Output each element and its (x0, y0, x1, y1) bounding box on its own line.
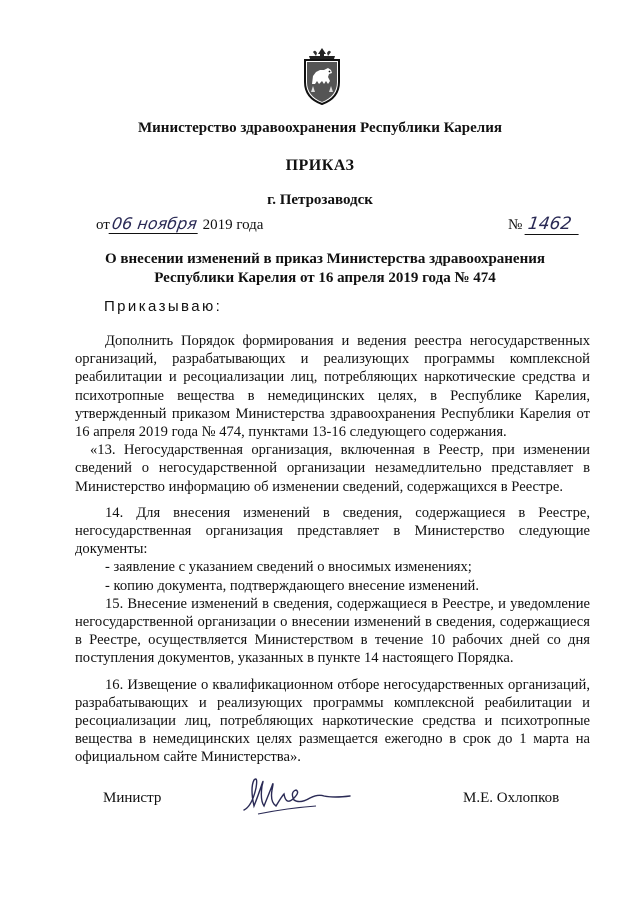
paragraph-15: 15. Внесение изменений в сведения, содержащиеся в Реестре, и уведомление негосударственной организации о внесении изменений в сведения, содержащиеся в Реестре, осуществляется Министерством в течение 10 рабочих дней со дня поступления документов, указанных в пункте 14 настоящего Порядка. (75, 595, 590, 667)
order-number (508, 214, 580, 235)
document-body (75, 332, 590, 767)
paragraph-16: 16. Извещение о квалификационном отборе негосударственных организаций, разрабатывающих и реализующих программы комплексной реабилитации и ресоциализации лиц, потребляющих наркотические средства и психотропные вещества в немедицинских целях размещается ежегодно в срок до 1 марта на официальном сайте Министерства». (75, 676, 590, 766)
order-directive: Приказываю: (104, 298, 223, 315)
karelia-coat-of-arms-icon (299, 46, 345, 106)
handwritten-number: 1462 (525, 214, 582, 235)
list-item-document-copy: - копию документа, подтверждающего внесение изменений. (105, 577, 479, 594)
date-prefix: от (96, 217, 110, 233)
signer-title: Министр (103, 790, 162, 806)
handwritten-signature-icon (238, 766, 358, 822)
number-prefix: № (508, 217, 523, 233)
paragraph-14: 14. Для внесения изменений в сведения, содержащиеся в Реестре, негосударственная организация представляет в Министерство следующие документы: (75, 504, 590, 558)
paragraph-13: «13. Негосударственная организация, включенная в Реестр, при изменении сведений о негосударственной организации незамедлительно представляет в Министерство информацию об изменении сведений, содержащихся в Реестре. (75, 442, 590, 495)
city: г. Петрозаводск (267, 192, 373, 208)
order-subject: О внесении изменений в приказ Министерства здравоохранения Республики Карелия от 16 апреля 2019 года № 474 (104, 251, 545, 286)
date-year: 2019 года (202, 217, 264, 233)
signer-name: М.Е. Охлопков (463, 790, 560, 806)
document-type: ПРИКАЗ (285, 157, 355, 174)
handwritten-date: 06 ноября (108, 214, 200, 234)
ministry-name: Министерство здравоохранения Республики Карелия (138, 120, 502, 136)
list-item-statement: - заявление с указанием сведений о вносимых изменениях; (105, 559, 472, 576)
order-date (96, 214, 263, 234)
paragraph-intro: Дополнить Порядок формирования и ведения реестра негосударственных организаций, разрабатывающих и реализующих программы комплексной реабилитации и ресоциализации лиц, потребляющих наркотические средства и психотропные вещества в немедицинских целях, в Республике Карелия, утвержденный приказом Министерства здравоохранения Республики Карелия от 16 апреля 2019 года № 474, пунктами 13-16 следующего содержания. (75, 333, 590, 441)
